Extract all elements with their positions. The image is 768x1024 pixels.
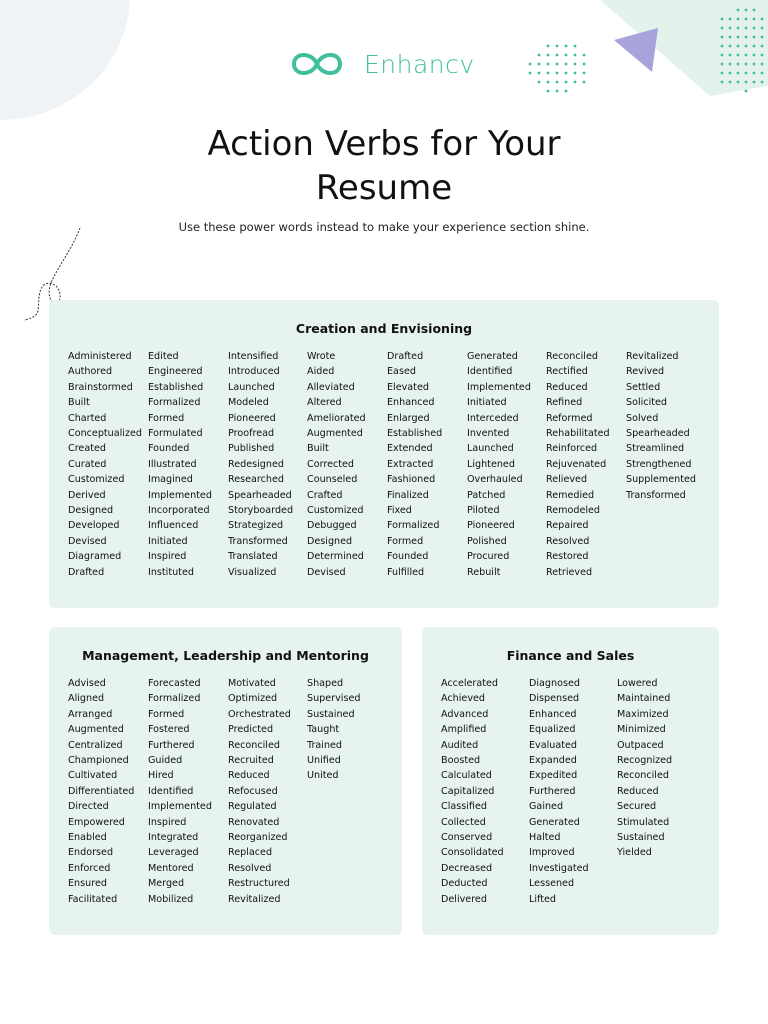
action-verb: Aided xyxy=(307,366,335,378)
action-verb: Established xyxy=(148,381,204,393)
action-verb: Deducted xyxy=(441,878,488,890)
action-verb: Reconciled xyxy=(228,739,280,751)
action-verb: Motivated xyxy=(228,678,276,689)
action-verb: Arranged xyxy=(68,708,113,720)
action-verb: Fixed xyxy=(387,505,412,517)
action-verb: Overhauled xyxy=(467,474,523,486)
action-verb: Shaped xyxy=(307,678,344,689)
action-verb: Founded xyxy=(387,551,429,563)
action-verb: Developed xyxy=(68,520,120,532)
card-finance-sales xyxy=(422,627,719,935)
action-verb: Empowered xyxy=(68,816,125,828)
action-verb: Supervised xyxy=(307,693,361,705)
action-verb: Amplified xyxy=(441,724,487,736)
page-title-line-2: Resume xyxy=(315,168,453,208)
action-verb: Procured xyxy=(467,551,510,563)
action-verb: Collected xyxy=(441,816,486,828)
action-verb: Halted xyxy=(529,832,561,844)
action-verb: Incorporated xyxy=(148,505,210,517)
action-verb: Instituted xyxy=(148,566,194,578)
action-verb: Storyboarded xyxy=(228,505,294,517)
action-verb: Advised xyxy=(68,678,106,689)
section-title: Management, Leadership and Mentoring xyxy=(82,648,369,663)
action-verb: Orchestrated xyxy=(228,708,291,720)
action-verb: Evaluated xyxy=(529,739,577,751)
action-verb: Fulfilled xyxy=(387,566,425,578)
page-title xyxy=(0,122,768,210)
action-verb: Lifted xyxy=(529,893,556,905)
section-title: Creation and Envisioning xyxy=(295,321,473,336)
action-verb: Secured xyxy=(617,801,657,813)
action-verb: Spearheaded xyxy=(228,489,292,501)
action-verb: Charted xyxy=(68,412,107,424)
action-verb: Curated xyxy=(68,458,107,470)
action-verb: Created xyxy=(68,443,106,455)
action-verb: Rejuvenated xyxy=(546,458,607,470)
action-verb: Altered xyxy=(307,397,342,409)
action-verb: Guided xyxy=(148,755,183,767)
action-verb: Rebuilt xyxy=(467,566,501,578)
action-verb: Enhanced xyxy=(387,397,435,409)
action-verb: Decreased xyxy=(441,862,493,874)
action-verb: Taught xyxy=(307,724,340,736)
section-title: Finance and Sales xyxy=(506,648,635,663)
action-verb: Piloted xyxy=(467,505,500,517)
action-verb: Extended xyxy=(387,443,433,455)
action-verb: Implemented xyxy=(148,801,212,813)
action-verb: Unified xyxy=(307,755,341,767)
action-verb: Researched xyxy=(228,474,284,486)
background-circle-decoration xyxy=(0,0,130,120)
action-verb: Formed xyxy=(387,535,424,547)
action-verb: Built xyxy=(68,397,90,409)
page-subtitle: Use these power words instead to make your experience section shine. xyxy=(178,220,590,234)
action-verb: Dispensed xyxy=(529,693,580,705)
action-verb: Revived xyxy=(626,366,665,378)
action-verb: Transformed xyxy=(626,489,686,501)
action-verb: Integrated xyxy=(148,832,199,844)
action-verb: Introduced xyxy=(228,366,280,378)
action-verb: Remodeled xyxy=(546,505,601,517)
action-verb: Debugged xyxy=(307,520,357,532)
action-verb: Reduced xyxy=(546,381,588,393)
action-verb: Diagnosed xyxy=(529,678,580,689)
action-verb: Solicited xyxy=(626,397,667,409)
action-verb: Imagined xyxy=(148,474,193,486)
word-column xyxy=(307,349,366,580)
action-verb: Established xyxy=(387,428,443,440)
word-column xyxy=(441,676,504,907)
word-column xyxy=(148,676,212,907)
action-verb: Lessened xyxy=(529,878,575,890)
action-verb: Eased xyxy=(387,366,416,378)
action-verb: Outpaced xyxy=(617,739,664,751)
action-verb: Proofread xyxy=(228,428,275,440)
action-verb: Transformed xyxy=(228,535,288,547)
action-verb: Reorganized xyxy=(228,832,288,844)
card-creation-envisioning xyxy=(49,300,719,608)
action-verb: Pioneered xyxy=(467,520,515,532)
action-verb: Championed xyxy=(68,755,129,767)
action-verb: Retrieved xyxy=(546,566,593,578)
action-verb: Refined xyxy=(546,397,583,409)
action-verb: Reduced xyxy=(228,770,270,782)
action-verb: Reconciled xyxy=(546,351,598,362)
word-column xyxy=(307,676,360,784)
action-verb: Determined xyxy=(307,551,364,563)
action-verb: Leveraged xyxy=(148,847,199,859)
action-verb: Formulated xyxy=(148,428,203,440)
action-verb: Cultivated xyxy=(68,770,118,782)
action-verb: Boosted xyxy=(441,755,481,767)
word-column xyxy=(529,676,589,907)
action-verb: Patched xyxy=(467,489,506,501)
action-verb: Streamlined xyxy=(626,443,685,455)
action-verb: Minimized xyxy=(617,724,666,736)
action-verb: Facilitated xyxy=(68,893,118,905)
action-verb: Stimulated xyxy=(617,816,670,828)
action-verb: Devised xyxy=(68,535,107,547)
action-verb: Visualized xyxy=(228,566,277,578)
action-verb: Calculated xyxy=(441,770,492,782)
action-verb: Pioneered xyxy=(228,412,276,424)
action-verb: Augmented xyxy=(307,428,363,440)
action-verb: Consolidated xyxy=(441,847,504,859)
action-verb: Launched xyxy=(228,381,275,393)
action-verb: Published xyxy=(228,443,275,455)
action-verb: Solved xyxy=(626,412,659,424)
action-verb: Renovated xyxy=(228,816,280,828)
action-verb: Remedied xyxy=(546,489,595,501)
action-verb: Crafted xyxy=(307,489,343,501)
action-verb: Rectified xyxy=(546,366,588,378)
action-verb: Formed xyxy=(148,708,185,720)
action-verb: Spearheaded xyxy=(626,428,690,440)
action-verb: Counseled xyxy=(307,474,358,486)
action-verb: Founded xyxy=(148,443,190,455)
action-verb: Corrected xyxy=(307,458,355,470)
action-verb: Predicted xyxy=(228,724,274,736)
action-verb: Strategized xyxy=(228,520,284,532)
action-verb: Expanded xyxy=(529,755,577,767)
action-verb: Accelerated xyxy=(441,678,498,689)
action-verb: Conserved xyxy=(441,832,493,844)
action-verb: Extracted xyxy=(387,458,434,470)
word-column xyxy=(68,349,142,580)
action-verb: Settled xyxy=(626,381,661,393)
action-verb: Identified xyxy=(148,785,194,797)
action-verb: Strengthened xyxy=(626,458,692,470)
action-verb: Inspired xyxy=(148,816,187,828)
action-verb: Customized xyxy=(307,505,364,517)
action-verb: Redesigned xyxy=(228,458,284,470)
action-verb: Delivered xyxy=(441,893,487,905)
action-verb: Ameliorated xyxy=(307,412,366,424)
action-verb: Formalized xyxy=(148,693,201,705)
action-verb: Identified xyxy=(467,366,513,378)
action-verb: Enabled xyxy=(68,832,107,844)
action-verb: Influenced xyxy=(148,520,199,532)
action-verb: Rehabilitated xyxy=(546,428,610,440)
page-title-line-1: Action Verbs for Your xyxy=(207,124,561,164)
word-column xyxy=(546,349,610,580)
action-verb: Maximized xyxy=(617,708,669,720)
action-verb: Augmented xyxy=(68,724,124,736)
action-verb: Generated xyxy=(467,351,518,362)
action-verb: Finalized xyxy=(387,489,429,501)
action-verb: Restored xyxy=(546,551,589,563)
action-verb: Recruited xyxy=(228,755,274,767)
action-verb: Mobilized xyxy=(148,893,194,905)
action-verb: Sustained xyxy=(617,832,665,844)
action-verb: Interceded xyxy=(467,412,519,424)
action-verb: Translated xyxy=(228,551,278,563)
action-verb: Implemented xyxy=(148,489,212,501)
action-verb: Merged xyxy=(148,878,185,890)
action-verb: Ensured xyxy=(68,878,107,890)
action-verb: Fashioned xyxy=(387,474,436,486)
word-column xyxy=(68,676,134,907)
action-verb: Designed xyxy=(68,505,114,517)
action-verb: Supplemented xyxy=(626,474,696,486)
action-verb: Investigated xyxy=(529,862,589,874)
action-verb: Inspired xyxy=(148,551,187,563)
word-column xyxy=(626,349,696,503)
action-verb: Diagramed xyxy=(68,551,122,563)
action-verb: Lowered xyxy=(617,678,658,689)
action-verb: Designed xyxy=(307,535,353,547)
action-verb: Customized xyxy=(68,474,125,486)
word-column xyxy=(467,349,531,580)
action-verb: Relieved xyxy=(546,474,588,486)
action-verb: Centralized xyxy=(68,739,123,751)
action-verb: Classified xyxy=(441,801,487,813)
action-verb: Differentiated xyxy=(68,785,135,797)
action-verb: Reinforced xyxy=(546,443,598,455)
action-verb: Optimized xyxy=(228,693,278,705)
action-verb: Formed xyxy=(148,412,185,424)
action-verb: Initiated xyxy=(467,397,507,409)
action-verb: Elevated xyxy=(387,381,429,393)
action-verb: Regulated xyxy=(228,801,277,813)
action-verb: Audited xyxy=(441,739,479,751)
action-verb: Reduced xyxy=(617,785,659,797)
action-verb: Hired xyxy=(148,770,174,782)
action-verb: Furthered xyxy=(148,739,195,751)
action-verb: Resolved xyxy=(228,862,272,874)
action-verb: Resolved xyxy=(546,535,590,547)
action-verb: Equalized xyxy=(529,724,576,736)
action-verb: Initiated xyxy=(148,535,188,547)
action-verb: Edited xyxy=(148,351,179,362)
action-verb: Built xyxy=(307,443,329,455)
action-verb: Repaired xyxy=(546,520,589,532)
action-verb: Drafted xyxy=(387,351,424,362)
action-verb: Drafted xyxy=(68,566,105,578)
card-management-leadership xyxy=(49,627,402,935)
action-verb: Refocused xyxy=(228,785,278,797)
action-verb: Authored xyxy=(68,366,113,378)
action-verb: Intensified xyxy=(228,351,279,362)
action-verb: Invented xyxy=(467,428,510,440)
action-verb: Reconciled xyxy=(617,770,669,782)
action-verb: United xyxy=(307,770,339,782)
word-column xyxy=(387,349,442,580)
action-verb: Furthered xyxy=(529,785,576,797)
word-column xyxy=(148,349,212,580)
action-verb: Alleviated xyxy=(307,381,355,393)
action-verb: Formalized xyxy=(148,397,201,409)
action-verb: Replaced xyxy=(228,847,273,859)
action-verb: Improved xyxy=(529,847,575,859)
action-verb: Restructured xyxy=(228,878,290,890)
action-verb: Capitalized xyxy=(441,785,495,797)
action-verb: Polished xyxy=(467,535,507,547)
action-verb: Revitalized xyxy=(626,351,679,362)
action-verb: Illustrated xyxy=(148,458,197,470)
action-verb: Conceptualized xyxy=(68,428,142,440)
action-verb: Lightened xyxy=(467,458,515,470)
dots-decoration xyxy=(526,42,590,98)
brand-name: Enhancv xyxy=(364,49,475,79)
action-verb: Sustained xyxy=(307,708,355,720)
action-verb: Achieved xyxy=(441,693,485,705)
brand-logo xyxy=(286,46,486,82)
action-verb: Revitalized xyxy=(228,893,281,905)
action-verb: Modeled xyxy=(228,397,269,409)
word-column xyxy=(617,676,672,861)
action-verb: Derived xyxy=(68,489,106,501)
infinity-logo-icon xyxy=(286,46,348,82)
action-verb: Advanced xyxy=(441,708,489,720)
action-verb: Enhanced xyxy=(529,708,577,720)
action-verb: Fostered xyxy=(148,724,190,736)
action-verb: Mentored xyxy=(148,862,194,874)
action-verb: Launched xyxy=(467,443,514,455)
action-verb: Forecasted xyxy=(148,678,201,689)
action-verb: Generated xyxy=(529,816,580,828)
action-verb: Expedited xyxy=(529,770,578,782)
action-verb: Formalized xyxy=(387,520,440,532)
action-verb: Enlarged xyxy=(387,412,430,424)
action-verb: Trained xyxy=(307,739,343,751)
word-column xyxy=(228,349,293,580)
triangle-decoration xyxy=(600,0,768,100)
action-verb: Directed xyxy=(68,801,109,813)
action-verb: Brainstormed xyxy=(68,381,133,393)
action-verb: Enforced xyxy=(68,862,111,874)
action-verb: Implemented xyxy=(467,381,531,393)
action-verb: Recognized xyxy=(617,755,673,767)
action-verb: Aligned xyxy=(68,693,105,705)
action-verb: Administered xyxy=(68,351,132,362)
action-verb: Maintained xyxy=(617,693,671,705)
action-verb: Yielded xyxy=(617,847,652,859)
action-verb: Gained xyxy=(529,801,564,813)
action-verb: Wrote xyxy=(307,351,336,362)
action-verb: Devised xyxy=(307,566,346,578)
action-verb: Endorsed xyxy=(68,847,114,859)
word-column xyxy=(228,676,291,907)
action-verb: Reformed xyxy=(546,412,593,424)
action-verb: Engineered xyxy=(148,366,203,378)
